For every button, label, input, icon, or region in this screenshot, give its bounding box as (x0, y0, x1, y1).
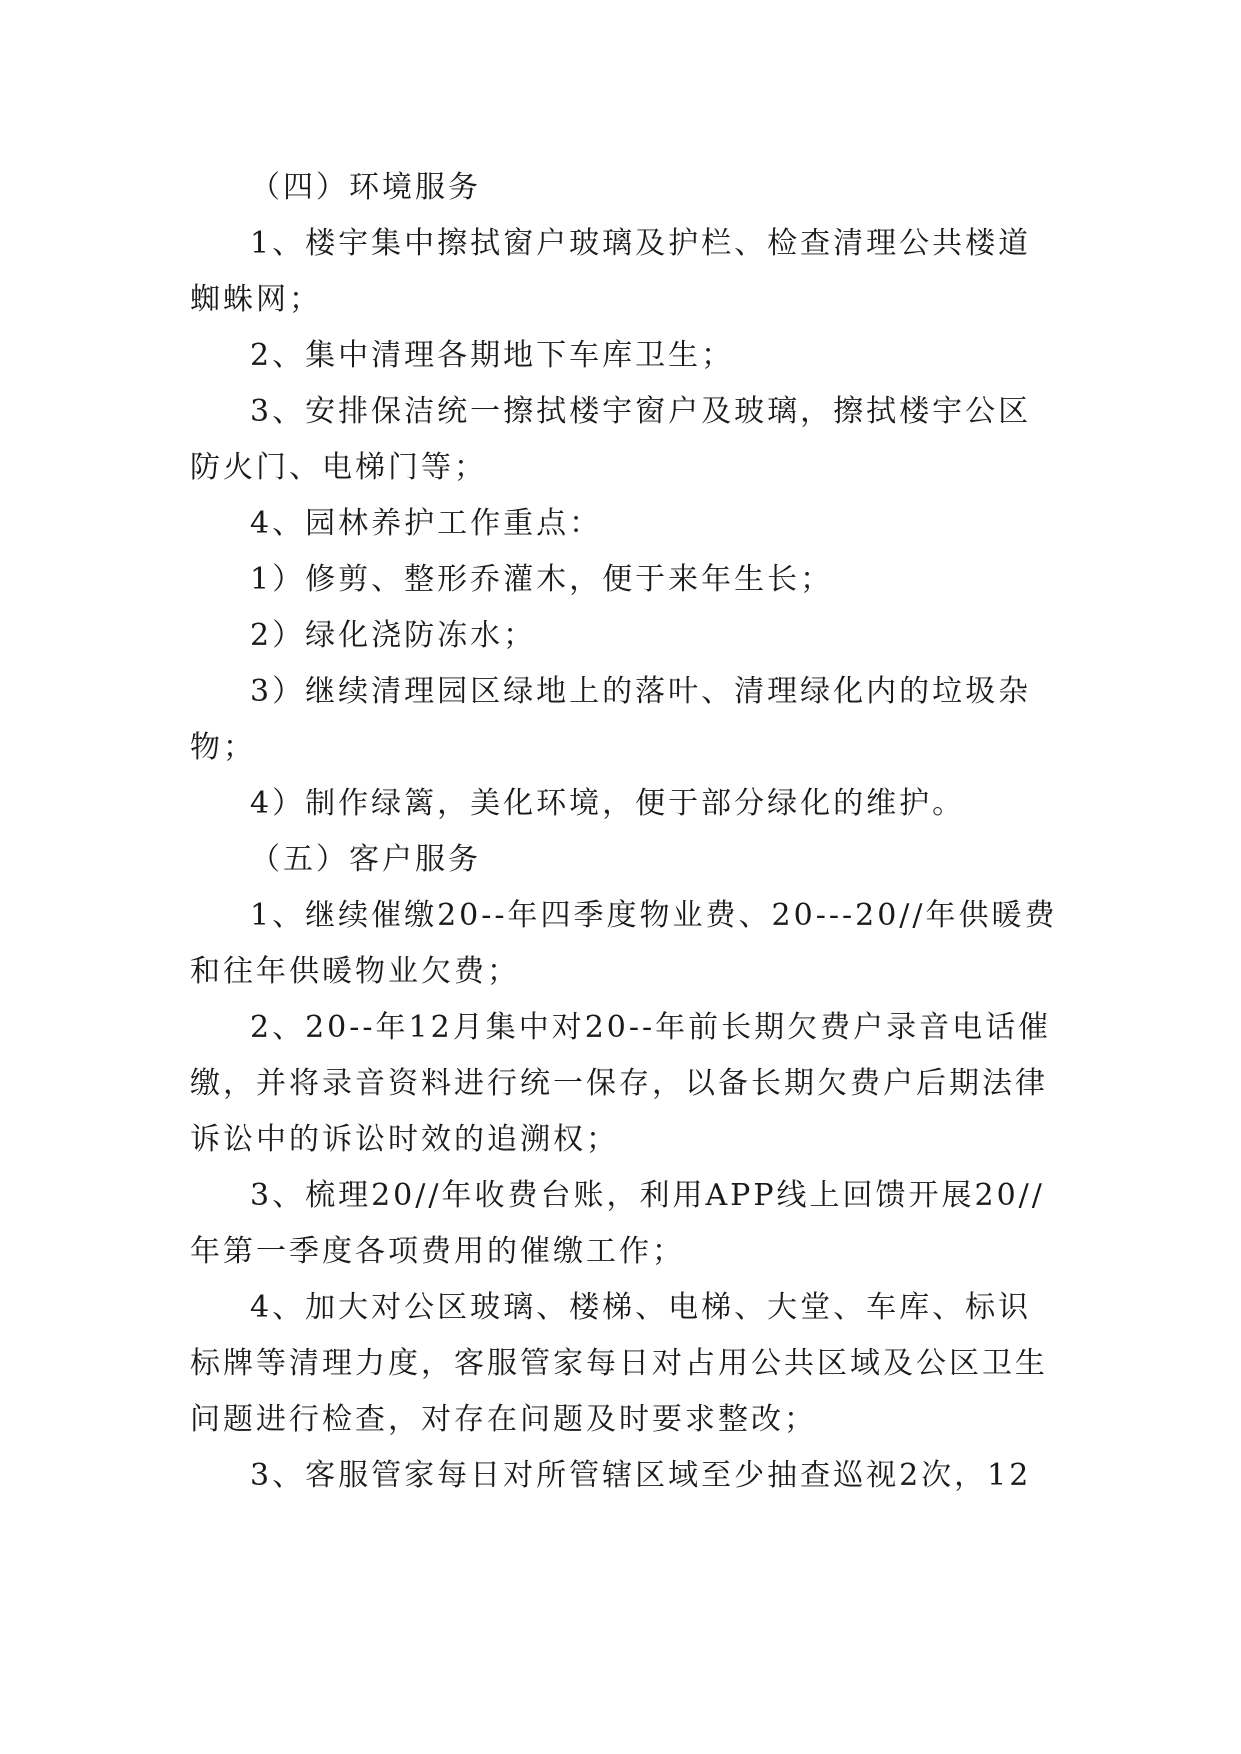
paragraph-line: 年第一季度各项费用的催缴工作； (190, 1234, 685, 1269)
paragraph-line: 2）绿化浇防冻水； (250, 618, 537, 653)
paragraph-line: 4）制作绿篱，美化环境，便于部分绿化的维护。 (250, 786, 966, 821)
paragraph-line: 2、20--年12月集中对20--年前长期欠费户录音电话催 (250, 1010, 1052, 1045)
paragraph-line: 缴，并将录音资料进行统一保存，以备长期欠费户后期法律 (190, 1066, 1048, 1101)
paragraph-line: 诉讼中的诉讼时效的追溯权； (190, 1122, 619, 1157)
paragraph-line: 2、集中清理各期地下车库卫生； (250, 338, 735, 373)
paragraph-line: 问题进行检查，对存在问题及时要求整改； (190, 1402, 817, 1437)
paragraph-line: 3）继续清理园区绿地上的落叶、清理绿化内的垃圾杂 (250, 674, 1032, 709)
paragraph-line: 标牌等清理力度，客服管家每日对占用公共区域及公区卫生 (190, 1346, 1048, 1381)
paragraph-line: 防火门、电梯门等； (190, 450, 487, 485)
paragraph-line: 1、楼宇集中擦拭窗户玻璃及护栏、检查清理公共楼道 (250, 226, 1032, 261)
section-heading-environment: （四）环境服务 (250, 170, 481, 205)
paragraph-line: 1）修剪、整形乔灌木，便于来年生长； (250, 562, 834, 597)
paragraph-line: 4、加大对公区玻璃、楼梯、电梯、大堂、车库、标识 (250, 1290, 1032, 1325)
paragraph-line: 1、继续催缴20--年四季度物业费、20---20//年供暖费 (250, 898, 1058, 933)
paragraph-line: 物； (190, 730, 256, 765)
paragraph-line: 蜘蛛网； (190, 282, 322, 317)
paragraph-line: 3、客服管家每日对所管辖区域至少抽查巡视2次，12 (250, 1458, 1032, 1493)
document-body (190, 160, 1058, 1504)
paragraph-line: 3、梳理20//年收费台账，利用APP线上回馈开展20// (250, 1178, 1045, 1213)
section-heading-customer-service: （五）客户服务 (250, 842, 481, 877)
paragraph-line: 4、园林养护工作重点： (250, 506, 603, 541)
paragraph-line: 和往年供暖物业欠费； (190, 954, 520, 989)
paragraph-line: 3、安排保洁统一擦拭楼宇窗户及玻璃，擦拭楼宇公区 (250, 394, 1032, 429)
